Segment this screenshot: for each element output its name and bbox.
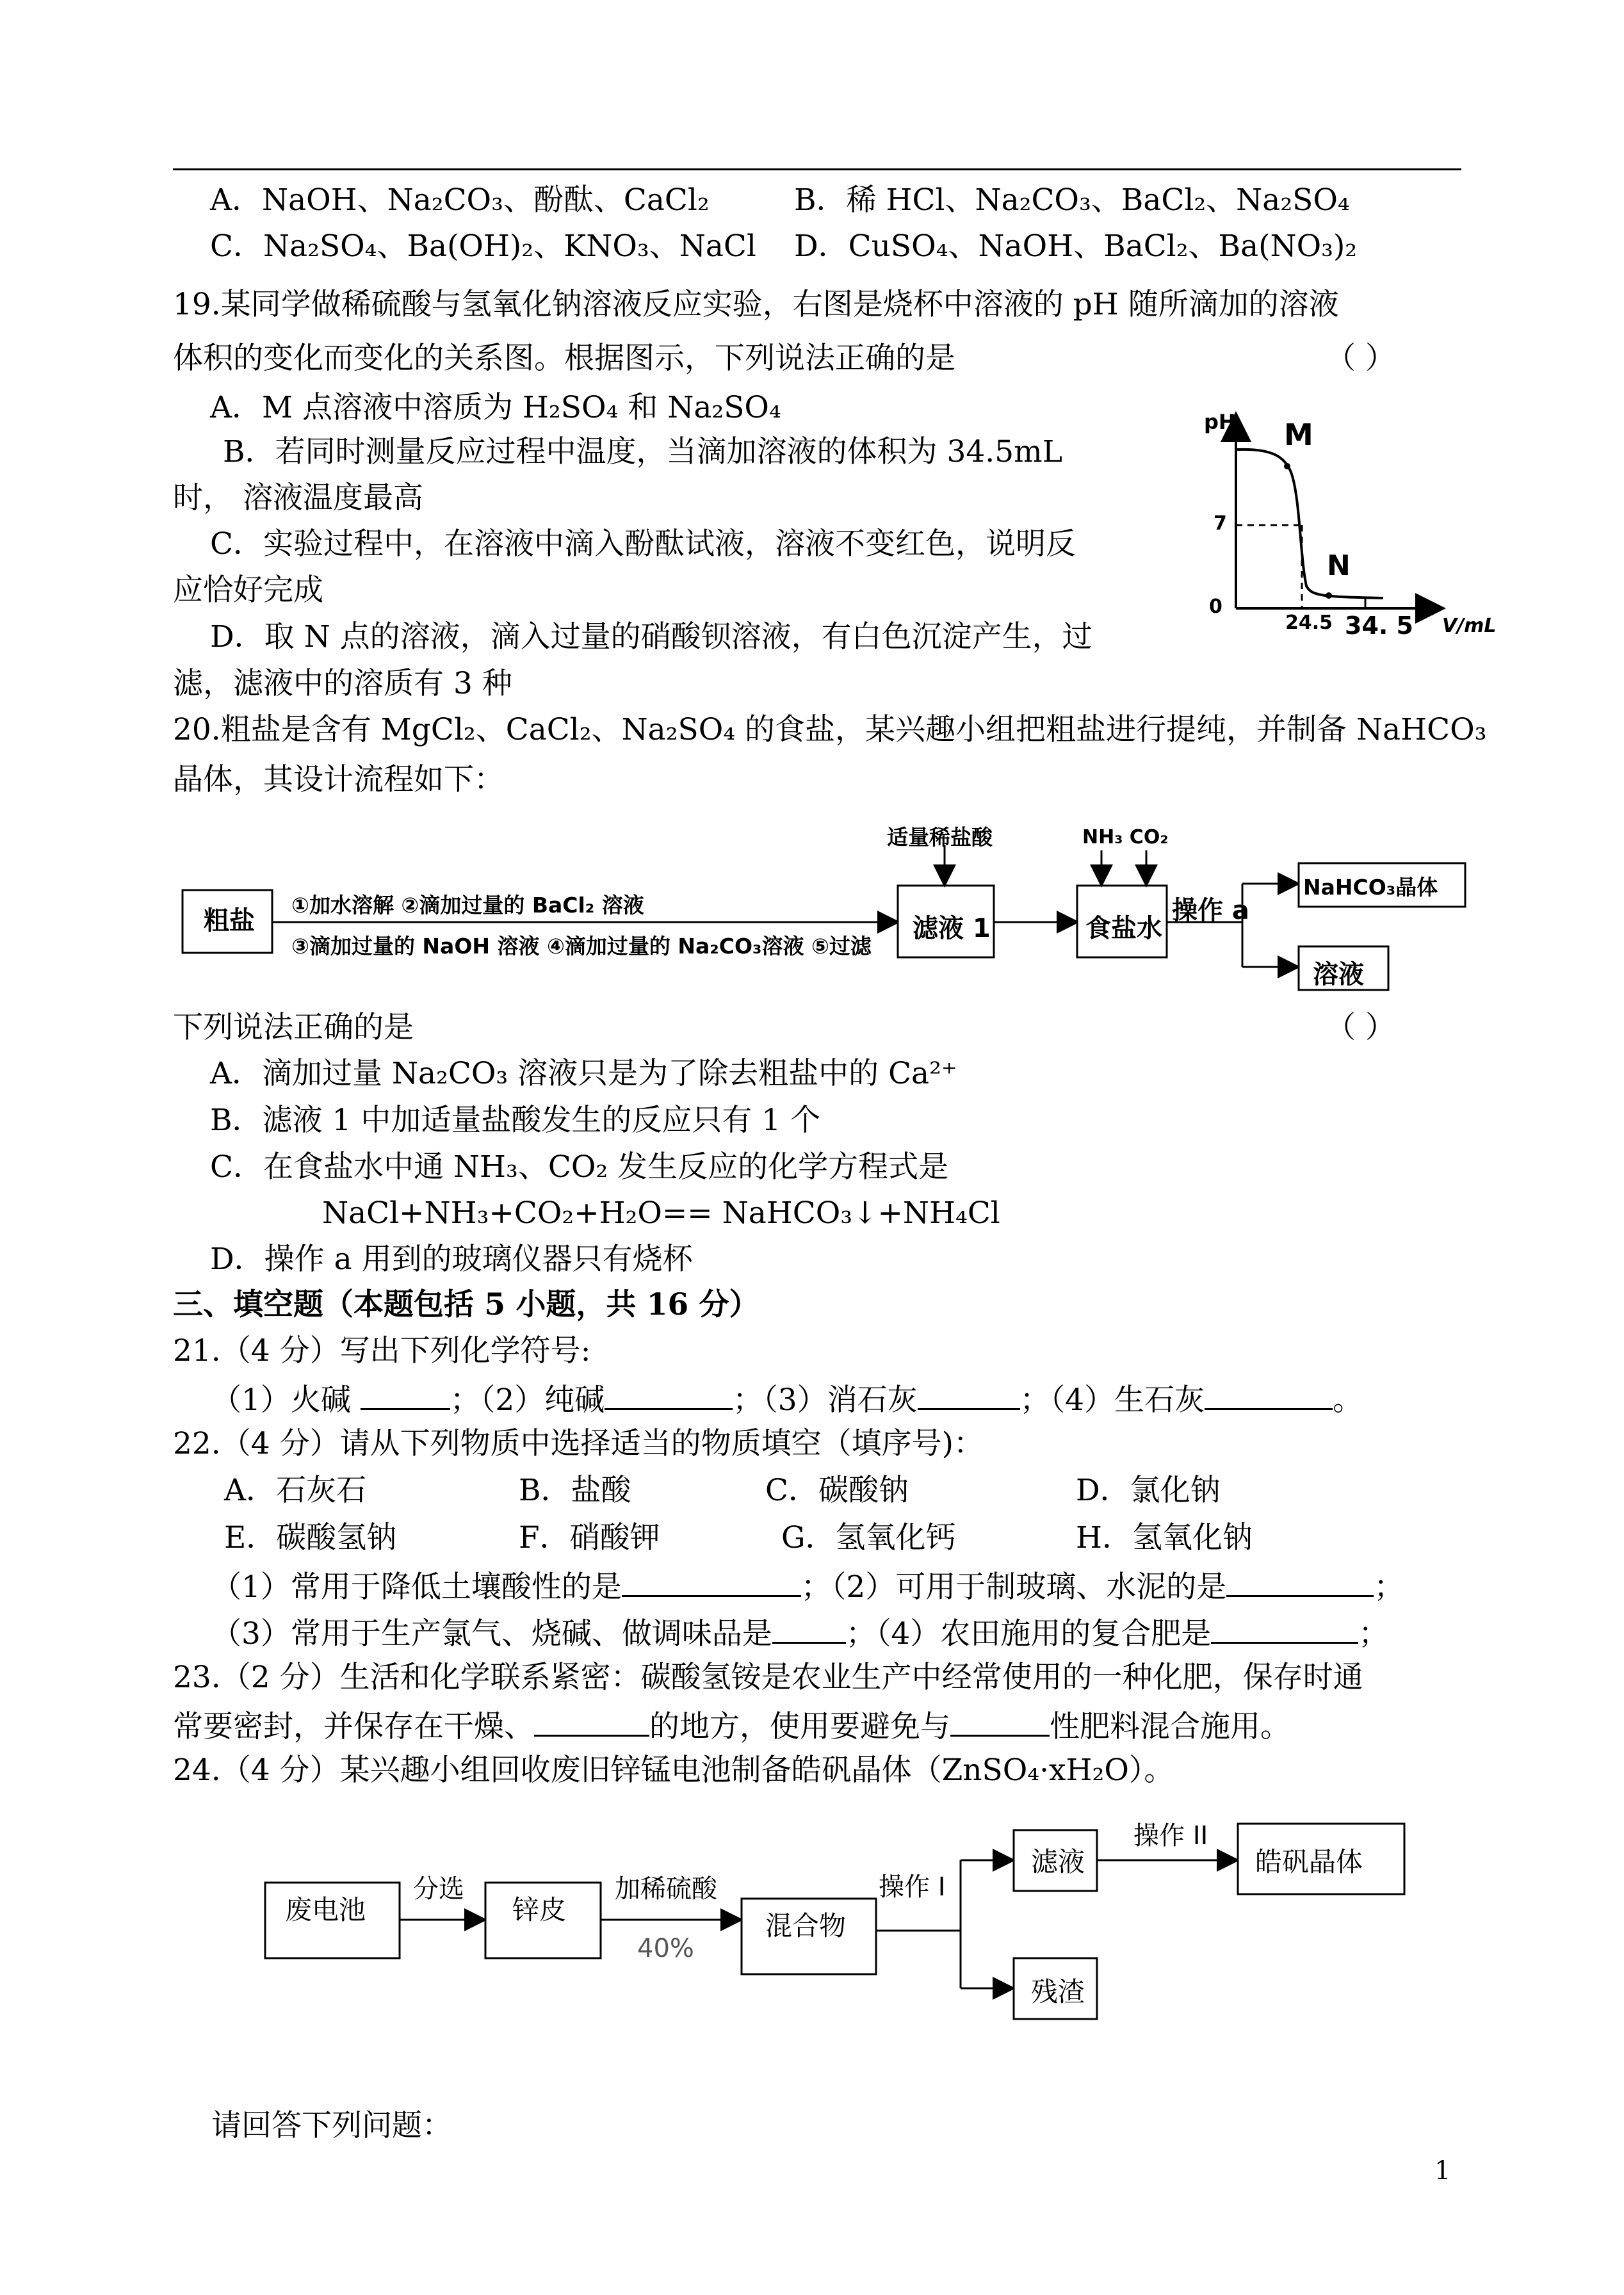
q23-blank1[interactable]	[534, 1705, 649, 1737]
q23-part1: 常要密封，并保存在干燥、	[173, 1709, 534, 1744]
q22-semi1: ；	[1374, 1569, 1404, 1605]
flow-op2: 操作 II	[1133, 1821, 1208, 1851]
flow-crude-salt: 粗盐	[204, 906, 255, 936]
q22-option-e: E．碳酸氢钠	[224, 1520, 397, 1555]
q19-option-b-line2: 时， 溶液温度最高	[173, 480, 423, 515]
graph-tick-7: 7	[1214, 512, 1227, 535]
q22-blank3[interactable]	[772, 1612, 846, 1644]
q22-stem: 22.（4 分）请从下列物质中选择适当的物质填空（填序号)：	[173, 1426, 984, 1461]
q19-stem-line1: 19.某同学做稀硫酸与氢氧化钠溶液反应实验，右图是烧杯中溶液的 pH 随所滴加的溶液	[173, 287, 1339, 322]
graph-point-n: N	[1327, 549, 1351, 582]
flow-solution: 溶液	[1313, 960, 1364, 989]
point-m-marker	[1284, 463, 1290, 469]
q22-blank2[interactable]	[1226, 1566, 1374, 1597]
q18-option-a: A．NaOH、Na₂CO₃、酚酞、CaCl₂	[210, 182, 710, 218]
q20-option-b: B．滤液 1 中加适量盐酸发生的反应只有 1 个	[210, 1103, 821, 1138]
flow-steps-top: ①加水溶解 ②滴加过量的 BaCl₂ 溶液	[291, 893, 644, 918]
q21-blank2[interactable]	[605, 1379, 733, 1410]
q22-option-d: D．氯化钠	[1076, 1473, 1221, 1508]
graph-origin: 0	[1209, 596, 1222, 618]
q24-ask: 请回答下列问题：	[211, 2108, 452, 2143]
flow-zinc: 锌皮	[512, 1894, 567, 1926]
q23-part2: 的地方，使用要避免与	[649, 1709, 950, 1744]
q22-blank4[interactable]	[1211, 1612, 1358, 1644]
ph-graph	[1198, 403, 1518, 640]
q21-part3: ；（3）消石灰	[733, 1383, 918, 1418]
q19-option-d-line2: 滤，滤液中的溶质有 3 种	[173, 666, 512, 701]
q22-option-f: F．硝酸钾	[519, 1520, 660, 1555]
flow-brine: 食盐水	[1085, 914, 1162, 943]
q21-part2: ；（2）纯碱	[450, 1383, 605, 1418]
q18-option-b: B．稀 HCl、Na₂CO₃、BaCl₂、Na₂SO₄	[794, 182, 1350, 218]
q21-end: 。	[1333, 1383, 1363, 1418]
q22-part1: （1）常用于降低土壤酸性的是	[211, 1569, 622, 1605]
q22-blank1[interactable]	[622, 1566, 801, 1597]
q21-line	[211, 1379, 1363, 1420]
graph-x-label: V/mL	[1442, 615, 1497, 637]
q20-option-a: A．滴加过量 Na₂CO₃ 溶液只是为了除去粗盐中的 Ca²⁺	[210, 1056, 957, 1091]
q23-part3: 性肥料混合施用。	[1050, 1709, 1290, 1744]
q20-option-c: C．在食盐水中通 NH₃、CO₂ 发生反应的化学方程式是	[210, 1149, 949, 1185]
q22-option-a: A．石灰石	[224, 1473, 366, 1508]
q20-answer-bracket: （ ）	[1326, 1010, 1395, 1045]
flow-percent: 40%	[637, 1934, 694, 1963]
q22-line2	[211, 1612, 1388, 1653]
q18-option-c: C．Na₂SO₄、Ba(OH)₂、KNO₃、NaCl	[210, 229, 756, 264]
flow-acid-label: 适量稀盐酸	[887, 825, 993, 850]
q19-option-c-line1: C．实验过程中，在溶液中滴入酚酞试液，溶液不变红色，说明反	[210, 526, 1076, 562]
q22-part2: ；（2）可用于制玻璃、水泥的是	[800, 1569, 1227, 1605]
q23-line2	[173, 1705, 1290, 1746]
q22-option-g: G．氢氧化钙	[781, 1520, 956, 1555]
q21-blank4[interactable]	[1205, 1379, 1333, 1410]
q22-option-h: H．氢氧化钠	[1076, 1520, 1253, 1555]
flow-residue: 残渣	[1031, 1976, 1085, 2007]
q23-line1: 23.（2 分）生活和化学联系紧密：碳酸氢铵是农业生产中经常使用的一种化肥，保存时通	[173, 1660, 1363, 1695]
q22-semi2: ；	[1358, 1616, 1389, 1651]
ph-curve	[1237, 450, 1383, 598]
q20-equation: NaCl+NH₃+CO₂+H₂O== NaHCO₃↓+NH₄Cl	[322, 1196, 1000, 1231]
q21-part1: （1）火碱	[211, 1383, 351, 1418]
q22-line1	[211, 1566, 1404, 1607]
q20-stem-line1: 20.粗盐是含有 MgCl₂、CaCl₂、Na₂SO₄ 的食盐，某兴趣小组把粗盐进行提纯，并制备 NaHCO₃	[173, 712, 1487, 747]
point-n-marker	[1326, 592, 1332, 599]
flow-op1: 操作 I	[879, 1872, 946, 1902]
flow-gases: NH₃ CO₂	[1082, 826, 1169, 848]
graph-tick-345: 34. 5	[1345, 612, 1413, 640]
q19-option-d-line1: D．取 N 点的溶液，滴入过量的硝酸钡溶液，有白色沉淀产生，过	[210, 619, 1092, 654]
flow-crystal: NaHCO₃晶体	[1303, 875, 1438, 900]
q20-prompt: 下列说法正确的是	[173, 1010, 414, 1045]
q21-blank3[interactable]	[918, 1379, 1020, 1410]
q20-stem-line2: 晶体，其设计流程如下：	[173, 762, 504, 797]
header-rule	[173, 168, 1461, 170]
flow-operation-a: 操作 a	[1172, 896, 1249, 925]
q19-stem-line2: 体积的变化而变化的关系图。根据图示，下列说法正确的是	[173, 341, 955, 376]
q19-option-c-line2: 应恰好完成	[173, 572, 323, 608]
flow-battery: 废电池	[285, 1894, 366, 1926]
flow-filtrate: 滤液	[1031, 1846, 1085, 1877]
flow-acid: 加稀硫酸	[615, 1874, 717, 1904]
q18-option-d: D．CuSO₄、NaOH、BaCl₂、Ba(NO₃)₂	[794, 229, 1358, 264]
flow-steps-bottom: ③滴加过量的 NaOH 溶液 ④滴加过量的 Na₂CO₃溶液 ⑤过滤	[291, 934, 872, 959]
q21-blank1[interactable]	[361, 1379, 450, 1410]
flow-mixture: 混合物	[765, 1910, 847, 1942]
graph-y-label: pH	[1204, 410, 1236, 434]
q21-part4: ；（4）生石灰	[1019, 1383, 1205, 1418]
q24-stem: 24.（4 分）某兴趣小组回收废旧锌锰电池制备皓矾晶体（ZnSO₄·xH₂O）。	[173, 1753, 1174, 1788]
flow-filtrate-1: 滤液 1	[913, 914, 991, 943]
q22-part4: ；（4）农田施用的复合肥是	[845, 1616, 1212, 1651]
q22-part3: （3）常用于生产氯气、烧碱、做调味品是	[211, 1616, 772, 1651]
q20-option-d: D．操作 a 用到的玻璃仪器只有烧杯	[210, 1242, 693, 1277]
q21-stem: 21.（4 分）写出下列化学符号:	[173, 1333, 591, 1368]
q23-blank2[interactable]	[950, 1705, 1050, 1737]
q19-answer-bracket: （ ）	[1326, 341, 1395, 376]
section-3-heading: 三、填空题（本题包括 5 小题，共 16 分）	[173, 1287, 759, 1322]
q19-option-b-line1: B．若同时测量反应过程中温度，当滴加溶液的体积为 34.5mL	[223, 434, 1062, 469]
flow-crystal-label: 皓矾晶体	[1255, 1846, 1363, 1877]
flow-sort: 分选	[413, 1874, 464, 1904]
graph-tick-245: 24.5	[1285, 612, 1333, 634]
page-number: 1	[1434, 2156, 1451, 2186]
q22-option-c: C．碳酸钠	[765, 1473, 909, 1508]
graph-point-m: M	[1284, 418, 1313, 452]
q19-option-a: A．M 点溶液中溶质为 H₂SO₄ 和 Na₂SO₄	[210, 390, 781, 425]
q22-option-b: B．盐酸	[519, 1473, 631, 1508]
